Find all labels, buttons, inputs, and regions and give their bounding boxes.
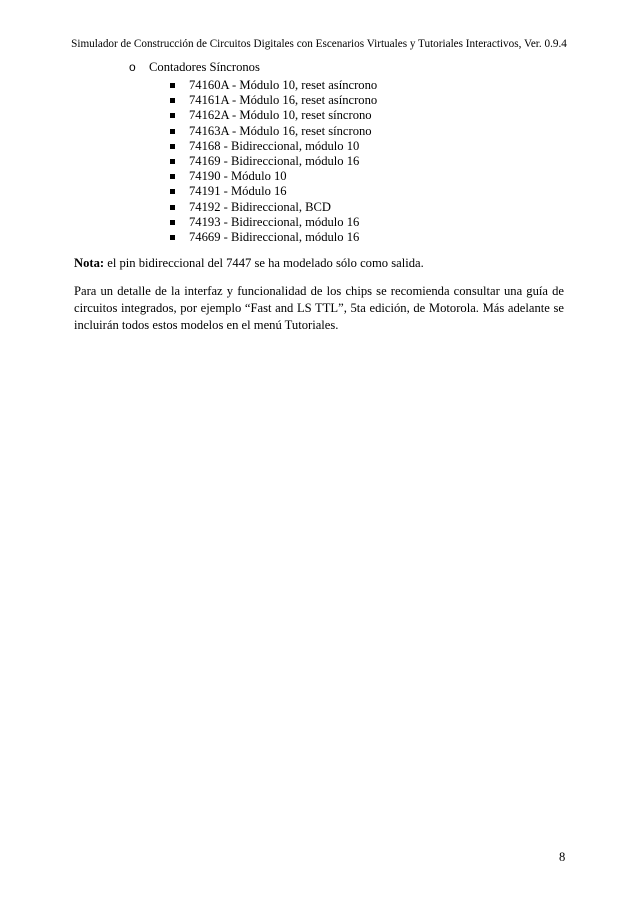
square-bullet-icon: [170, 159, 175, 164]
list-heading: Contadores Síncronos: [149, 60, 260, 74]
list-item-text: 74190 - Módulo 10: [189, 169, 287, 184]
page-header: Simulador de Construcción de Circuitos Digitales con Escenarios Virtuales y Tutoriales Interactivos, Ver. 0.9.4: [71, 38, 567, 50]
note-text: el pin bidireccional del 7447 se ha modelado sólo como salida.: [104, 256, 424, 270]
page-number: 8: [559, 850, 566, 864]
square-bullet-icon: [170, 113, 175, 118]
list-item-text: 74161A - Módulo 16, reset asíncrono: [189, 93, 378, 108]
square-bullet-icon: [170, 98, 175, 103]
square-bullet-icon: [170, 189, 175, 194]
list-item-text: 74193 - Bidireccional, módulo 16: [189, 214, 360, 229]
body-paragraph: Para un detalle de la interfaz y funcionalidad de los chips se recomienda consultar una guía de circuitos integrados, por ejemplo “Fast and LS TTL”, 5ta edición, de Motorola. Más adelante se incluirán todos estos modelos en el menú Tutoriales.: [74, 284, 564, 332]
list-item-text: 74192 - Bidireccional, BCD: [189, 199, 332, 214]
note-label: Nota:: [74, 256, 105, 270]
square-bullet-icon: [170, 83, 175, 88]
circle-bullet-icon: o: [129, 60, 136, 74]
list-item-text: 74168 - Bidireccional, módulo 10: [189, 138, 360, 153]
list-item-text: 74191 - Módulo 16: [189, 184, 287, 199]
square-bullet-icon: [170, 144, 175, 149]
list-item-text: 74160A - Módulo 10, reset asíncrono: [189, 78, 378, 92]
list-item-text: 74669 - Bidireccional, módulo 16: [189, 229, 360, 244]
list-item-text: 74169 - Bidireccional, módulo 16: [189, 153, 360, 168]
note-paragraph: [74, 255, 564, 272]
square-bullet-icon: [170, 205, 175, 210]
list-item-text: 74162A - Módulo 10, reset síncrono: [189, 108, 372, 123]
list-item-text: 74163A - Módulo 16, reset síncrono: [189, 123, 372, 138]
square-bullet-icon: [170, 220, 175, 225]
square-bullet-icon: [170, 235, 175, 240]
square-bullet-icon: [170, 174, 175, 179]
square-bullet-icon: [170, 129, 175, 134]
